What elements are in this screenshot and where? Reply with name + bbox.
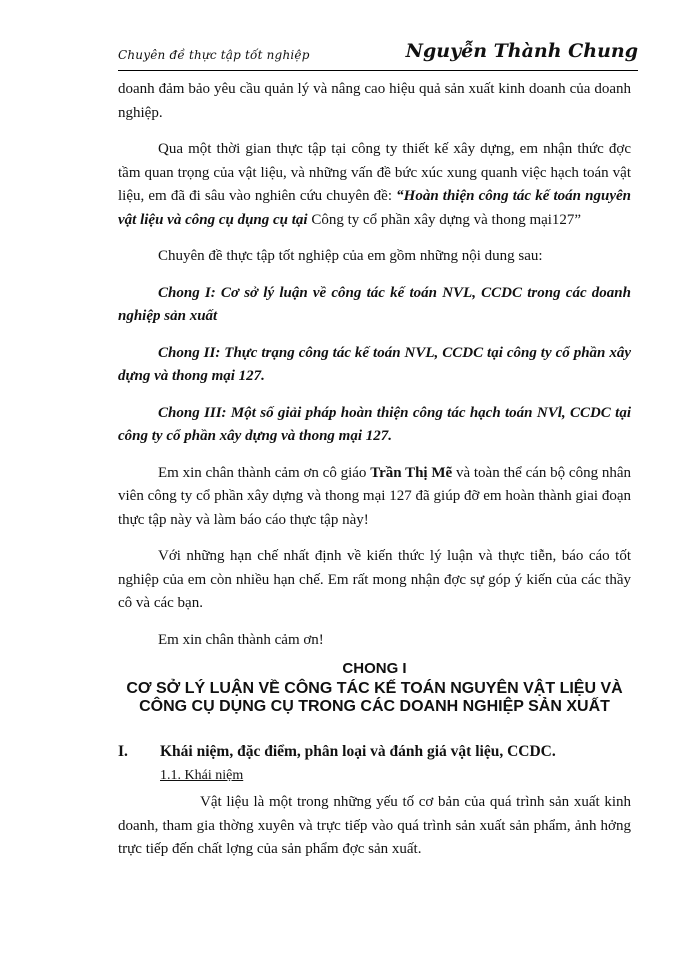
thanks-lead: Em xin chân thành cảm ơn cô giáo xyxy=(158,464,371,481)
definition-paragraph: Vật liệu là một trong những yếu tố cơ bản của quá trình sản xuất kinh doanh, tham gia thờng xuyên và trực tiếp vào quá trình sản xuất sản phẩm, ảnh hởng trực tiếp đến chất lợng của sản phẩm đợc sản xuất. xyxy=(118,794,631,857)
topic-title: “Hoàn thiện công tác kế toán nguyên vật liệu và công cụ dụng cụ tại xyxy=(118,188,631,228)
section-number: I. xyxy=(118,743,128,760)
chapter-title: CƠ SỞ LÝ LUẬN VỀ CÔNG TÁC KẾ TOÁN NGUYÊN VẬT LIỆU VÀ CÔNG CỤ DỤNG CỤ TRONG CÁC DOANH NGHIỆP SẢN XUẤT xyxy=(126,680,623,715)
topic-company: Công ty cổ phần xây dựng và thong mại127” xyxy=(307,211,582,228)
section-title: Khái niệm, đặc điểm, phân loại và đánh giá vật liệu, CCDC. xyxy=(160,743,556,760)
topic-lead: Qua một thời gian thực tập tại công ty thiết kế xây dựng, em nhận thức đợc tầm quan trọng của vật liệu, và những vấn đề bức xúc xung quanh việc hạch toán vật liệu, em đã đi sâu vào nghiên cứu chuyên đề: xyxy=(118,141,631,204)
header-author: Nguyễn Thành Chung xyxy=(405,40,638,62)
definition-text xyxy=(118,791,631,862)
paragraph-continued: doanh đảm bảo yêu cầu quản lý và nâng cao hiệu quả sản xuất kinh doanh của doanh nghiệp. xyxy=(118,81,631,121)
thanks-rest: và toàn thể cán bộ công nhân viên công ty cổ phần xây dựng và thong mại 127 đã giúp đỡ em hoàn thành giai đoạn thực tập này và làm báo cáo thực tập này! xyxy=(118,464,631,528)
chapter-heading xyxy=(118,660,631,716)
paragraph-closing: Em xin chân thành cảm ơn! xyxy=(158,631,324,648)
advisor-name: Trần Thị Mẽ xyxy=(370,464,453,481)
page-header xyxy=(118,40,638,70)
chapter-2-summary: Chong II: Thực trạng công tác kế toán NVL, CCDC tại công ty cổ phần xây dựng và thong mại 127. xyxy=(118,344,631,384)
subsection-heading: 1.1. Khái niệm xyxy=(160,768,244,783)
intro-text xyxy=(118,78,631,652)
chapter-1-summary: Chong I: Cơ sở lý luận về công tác kế toán NVL, CCDC trong các doanh nghiệp sản xuất xyxy=(118,284,631,324)
paragraph-thanks xyxy=(118,462,631,533)
section-heading xyxy=(118,743,631,761)
header-rule xyxy=(118,70,638,71)
header-title: Chuyên đề thực tập tốt nghiệp xyxy=(118,48,310,62)
paragraph-contents-intro: Chuyên đề thực tập tốt nghiệp của em gồm những nội dung sau: xyxy=(158,248,543,264)
chapter-3-summary: Chong III: Một số giải pháp hoàn thiện công tác hạch toán NVl, CCDC tại công ty cổ phần xây dựng và thong mại 127. xyxy=(118,404,631,444)
paragraph-limitations: Với những hạn chế nhất định về kiến thức lý luận và thực tiễn, báo cáo tốt nghiệp của em còn nhiều hạn chế. Em rất mong nhận đợc sự góp ý kiến của các thầy cô và các bạn. xyxy=(118,548,631,611)
paragraph-topic xyxy=(118,138,631,232)
chapter-label: CHONG I xyxy=(342,660,407,677)
